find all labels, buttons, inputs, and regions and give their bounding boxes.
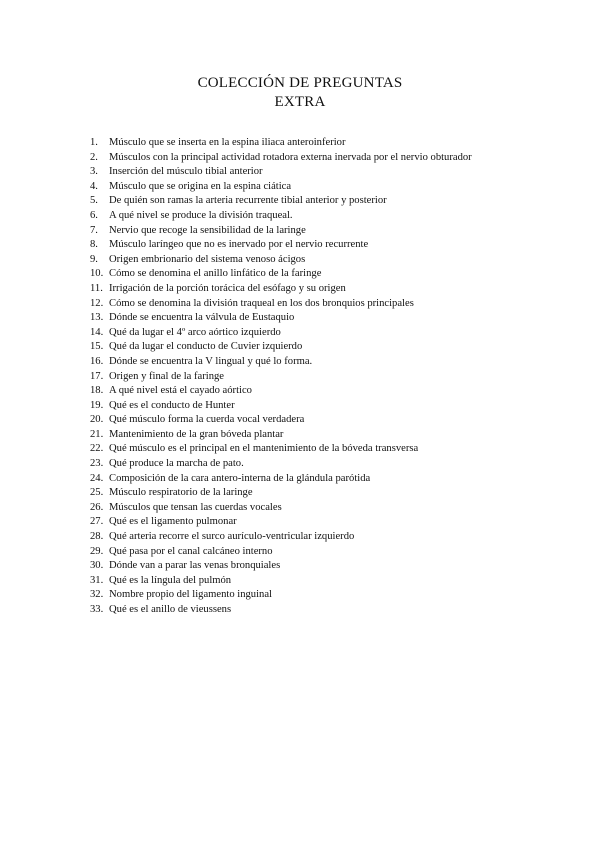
list-item bbox=[90, 238, 570, 253]
question-number: 25. bbox=[90, 487, 104, 499]
question-number: 20. bbox=[90, 414, 104, 426]
question-text: Músculo laríngeo que no es inervado por el nervio recurrente bbox=[109, 239, 369, 251]
question-number: 28. bbox=[90, 531, 104, 543]
question-number: 10. bbox=[90, 268, 104, 280]
question-number: 4. bbox=[90, 180, 98, 192]
list-item bbox=[90, 282, 570, 297]
question-text: Qué músculo forma la cuerda vocal verdadera bbox=[109, 414, 305, 426]
question-number: 5. bbox=[90, 195, 98, 207]
question-number: 11. bbox=[90, 282, 103, 294]
list-item bbox=[90, 559, 570, 574]
question-number: 29. bbox=[90, 545, 104, 557]
question-text: Qué es el conducto de Hunter bbox=[109, 399, 235, 411]
list-item bbox=[90, 311, 570, 326]
question-number: 32. bbox=[90, 589, 104, 601]
question-number: 9. bbox=[90, 253, 98, 265]
question-text: Composición de la cara antero-interna de la glándula parótida bbox=[109, 472, 371, 484]
list-item bbox=[90, 472, 570, 487]
question-text: Qué produce la marcha de pato. bbox=[109, 458, 244, 470]
question-text: Cómo se denomina el anillo linfático de la faringe bbox=[109, 268, 322, 280]
list-item bbox=[90, 180, 570, 195]
list-item bbox=[90, 326, 570, 341]
list-item bbox=[90, 515, 570, 530]
list-item bbox=[90, 165, 570, 180]
question-number: 18. bbox=[90, 385, 104, 397]
question-text: Irrigación de la porción torácica del esófago y su origen bbox=[109, 282, 346, 294]
list-item bbox=[90, 545, 570, 560]
question-number: 1. bbox=[90, 137, 98, 148]
question-text: Músculo respiratorio de la laringe bbox=[109, 487, 253, 499]
question-text: Mantenimiento de la gran bóveda plantar bbox=[109, 428, 284, 440]
list-item bbox=[90, 501, 570, 516]
list-item bbox=[90, 209, 570, 224]
question-number: 7. bbox=[90, 224, 98, 236]
question-number: 23. bbox=[90, 458, 104, 470]
question-text: Músculos que tensan las cuerdas vocales bbox=[109, 501, 282, 513]
question-number: 31. bbox=[90, 574, 104, 586]
question-number: 22. bbox=[90, 443, 104, 455]
list-item bbox=[90, 194, 570, 209]
list-item bbox=[90, 224, 570, 239]
list-item bbox=[90, 442, 570, 457]
question-number: 2. bbox=[90, 151, 98, 163]
question-number: 26. bbox=[90, 501, 104, 513]
list-item bbox=[90, 486, 570, 501]
question-number: 21. bbox=[90, 428, 104, 440]
question-number: 12. bbox=[90, 297, 104, 309]
question-number: 33. bbox=[90, 604, 104, 615]
question-text: Qué músculo es el principal en el mantenimiento de la bóveda transversa bbox=[109, 443, 419, 455]
question-number: 13. bbox=[90, 312, 104, 324]
question-text: A qué nivel está el cayado aórtico bbox=[109, 385, 252, 397]
list-item bbox=[90, 253, 570, 268]
list-item bbox=[90, 530, 570, 545]
question-text: Dónde se encuentra la V lingual y qué lo forma. bbox=[109, 355, 313, 367]
question-number: 15. bbox=[90, 341, 104, 353]
list-item bbox=[90, 384, 570, 399]
question-text: Origen y final de la faringe bbox=[109, 370, 225, 382]
question-text: Cómo se denomina la división traqueal en los dos bronquios principales bbox=[109, 297, 414, 309]
question-number: 27. bbox=[90, 516, 104, 528]
document-subtitle: EXTRA bbox=[274, 94, 326, 110]
list-item bbox=[90, 413, 570, 428]
question-number: 19. bbox=[90, 399, 104, 411]
question-text: Músculo que se origina en la espina ciática bbox=[109, 180, 292, 192]
question-number: 17. bbox=[90, 370, 104, 382]
list-item bbox=[90, 428, 570, 443]
question-number: 24. bbox=[90, 472, 104, 484]
question-text: Nervio que recoge la sensibilidad de la laringe bbox=[109, 224, 306, 236]
list-item bbox=[90, 574, 570, 589]
question-number: 6. bbox=[90, 209, 98, 221]
question-text: Dónde se encuentra la válvula de Eustaquio bbox=[109, 312, 295, 324]
question-text: Qué da lugar el 4º arco aórtico izquierdo bbox=[109, 326, 281, 338]
list-item bbox=[90, 151, 570, 166]
question-text: De quién son ramas la arteria recurrente tibial anterior y posterior bbox=[109, 195, 387, 207]
question-text: Inserción del músculo tibial anterior bbox=[109, 166, 263, 178]
question-number: 16. bbox=[90, 355, 104, 367]
list-item bbox=[90, 603, 570, 618]
question-text: Qué da lugar el conducto de Cuvier izquierdo bbox=[109, 341, 303, 353]
list-item bbox=[90, 355, 570, 370]
question-text: Qué arteria recorre el surco aurículo-ventricular izquierdo bbox=[109, 531, 355, 543]
document-title: COLECCIÓN DE PREGUNTAS bbox=[197, 75, 403, 91]
question-text: Músculos con la principal actividad rotadora externa inervada por el nervio obturador bbox=[109, 151, 472, 163]
question-number: 14. bbox=[90, 326, 104, 338]
list-item bbox=[90, 136, 570, 151]
question-text: Nombre propio del ligamento inguinal bbox=[109, 589, 272, 601]
question-text: Qué pasa por el canal calcáneo interno bbox=[109, 545, 273, 557]
question-text: Origen embrionario del sistema venoso ácigos bbox=[109, 253, 306, 265]
question-number: 3. bbox=[90, 166, 98, 178]
question-text: Músculo que se inserta en la espina iliaca anteroinferior bbox=[109, 137, 346, 148]
question-text: A qué nivel se produce la división traqueal. bbox=[109, 209, 293, 221]
question-list bbox=[90, 136, 570, 618]
question-text: Qué es la língula del pulmón bbox=[109, 574, 232, 586]
list-item bbox=[90, 370, 570, 385]
question-text: Dónde van a parar las venas bronquiales bbox=[109, 560, 281, 572]
question-number: 30. bbox=[90, 560, 104, 572]
question-number: 8. bbox=[90, 239, 98, 251]
list-item bbox=[90, 340, 570, 355]
list-item bbox=[90, 457, 570, 472]
list-item bbox=[90, 399, 570, 414]
list-item bbox=[90, 267, 570, 282]
question-text: Qué es el anillo de vieussens bbox=[109, 604, 232, 615]
question-text: Qué es el ligamento pulmonar bbox=[109, 516, 237, 528]
list-item bbox=[90, 297, 570, 312]
list-item bbox=[90, 588, 570, 603]
